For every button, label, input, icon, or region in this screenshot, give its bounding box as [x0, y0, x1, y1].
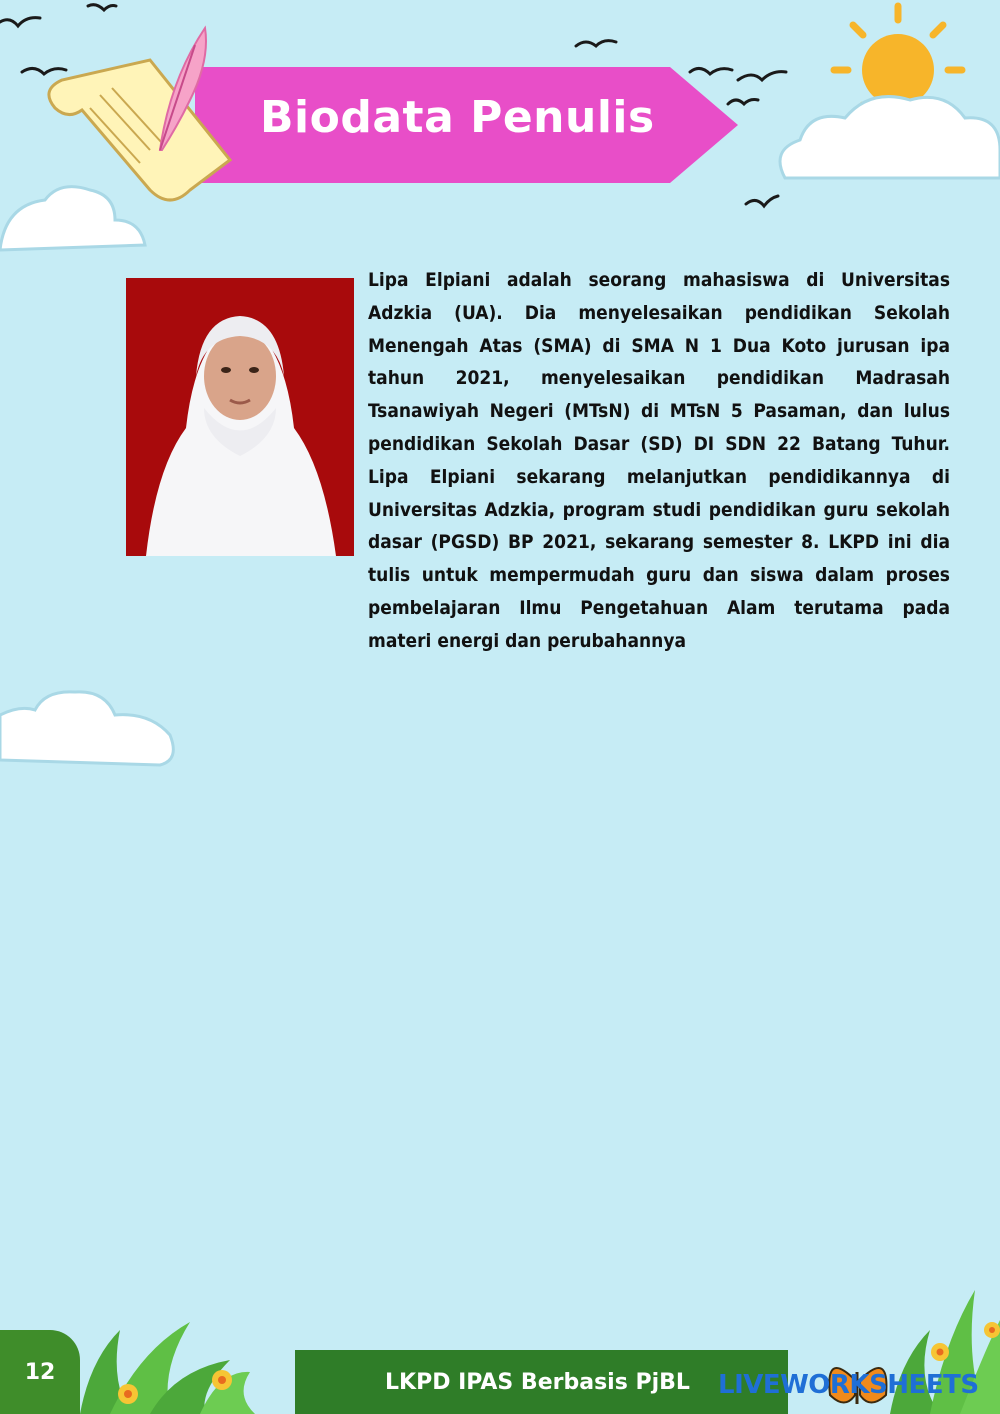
- page-number: 12: [24, 1360, 56, 1385]
- page-title: Biodata Penulis: [260, 92, 655, 143]
- grass-icon: [80, 1322, 255, 1414]
- cloud-icon: [0, 692, 173, 765]
- author-bio: Lipa Elpiani adalah seorang mahasiswa di Universitas Adzkia (UA). Dia menyelesaikan pendidikan Sekolah Menengah Atas (SMA) di SMA N 1 Dua Koto jurusan ipa tahun 2021, menyelesaikan pendidikan Madrasah Tsanawiyah Negeri (MTsN) di MTsN 5 Pasaman, dan lulus pendidikan Sekolah Dasar (SD) DI SDN 22 Batang Tuhur. Lipa Elpiani sekarang melanjutkan pendidikannya di Universitas Adzkia, program studi pendidikan guru sekolah dasar (PGSD) BP 2021, sekarang semester 8. LKPD ini dia tulis untuk mempermudah guru dan siswa dalam proses pembelajaran Ilmu Pengetahuan Alam terutama pada materi energi dan perubahannya: [368, 269, 950, 652]
- liveworksheets-logo[interactable]: LIVEWORKSHEETS: [718, 1370, 979, 1400]
- author-photo: [126, 278, 354, 556]
- footer-title: LKPD IPAS Berbasis PjBL: [385, 1370, 690, 1395]
- cloud-icon: [780, 97, 1000, 178]
- cloud-icon: [0, 187, 145, 250]
